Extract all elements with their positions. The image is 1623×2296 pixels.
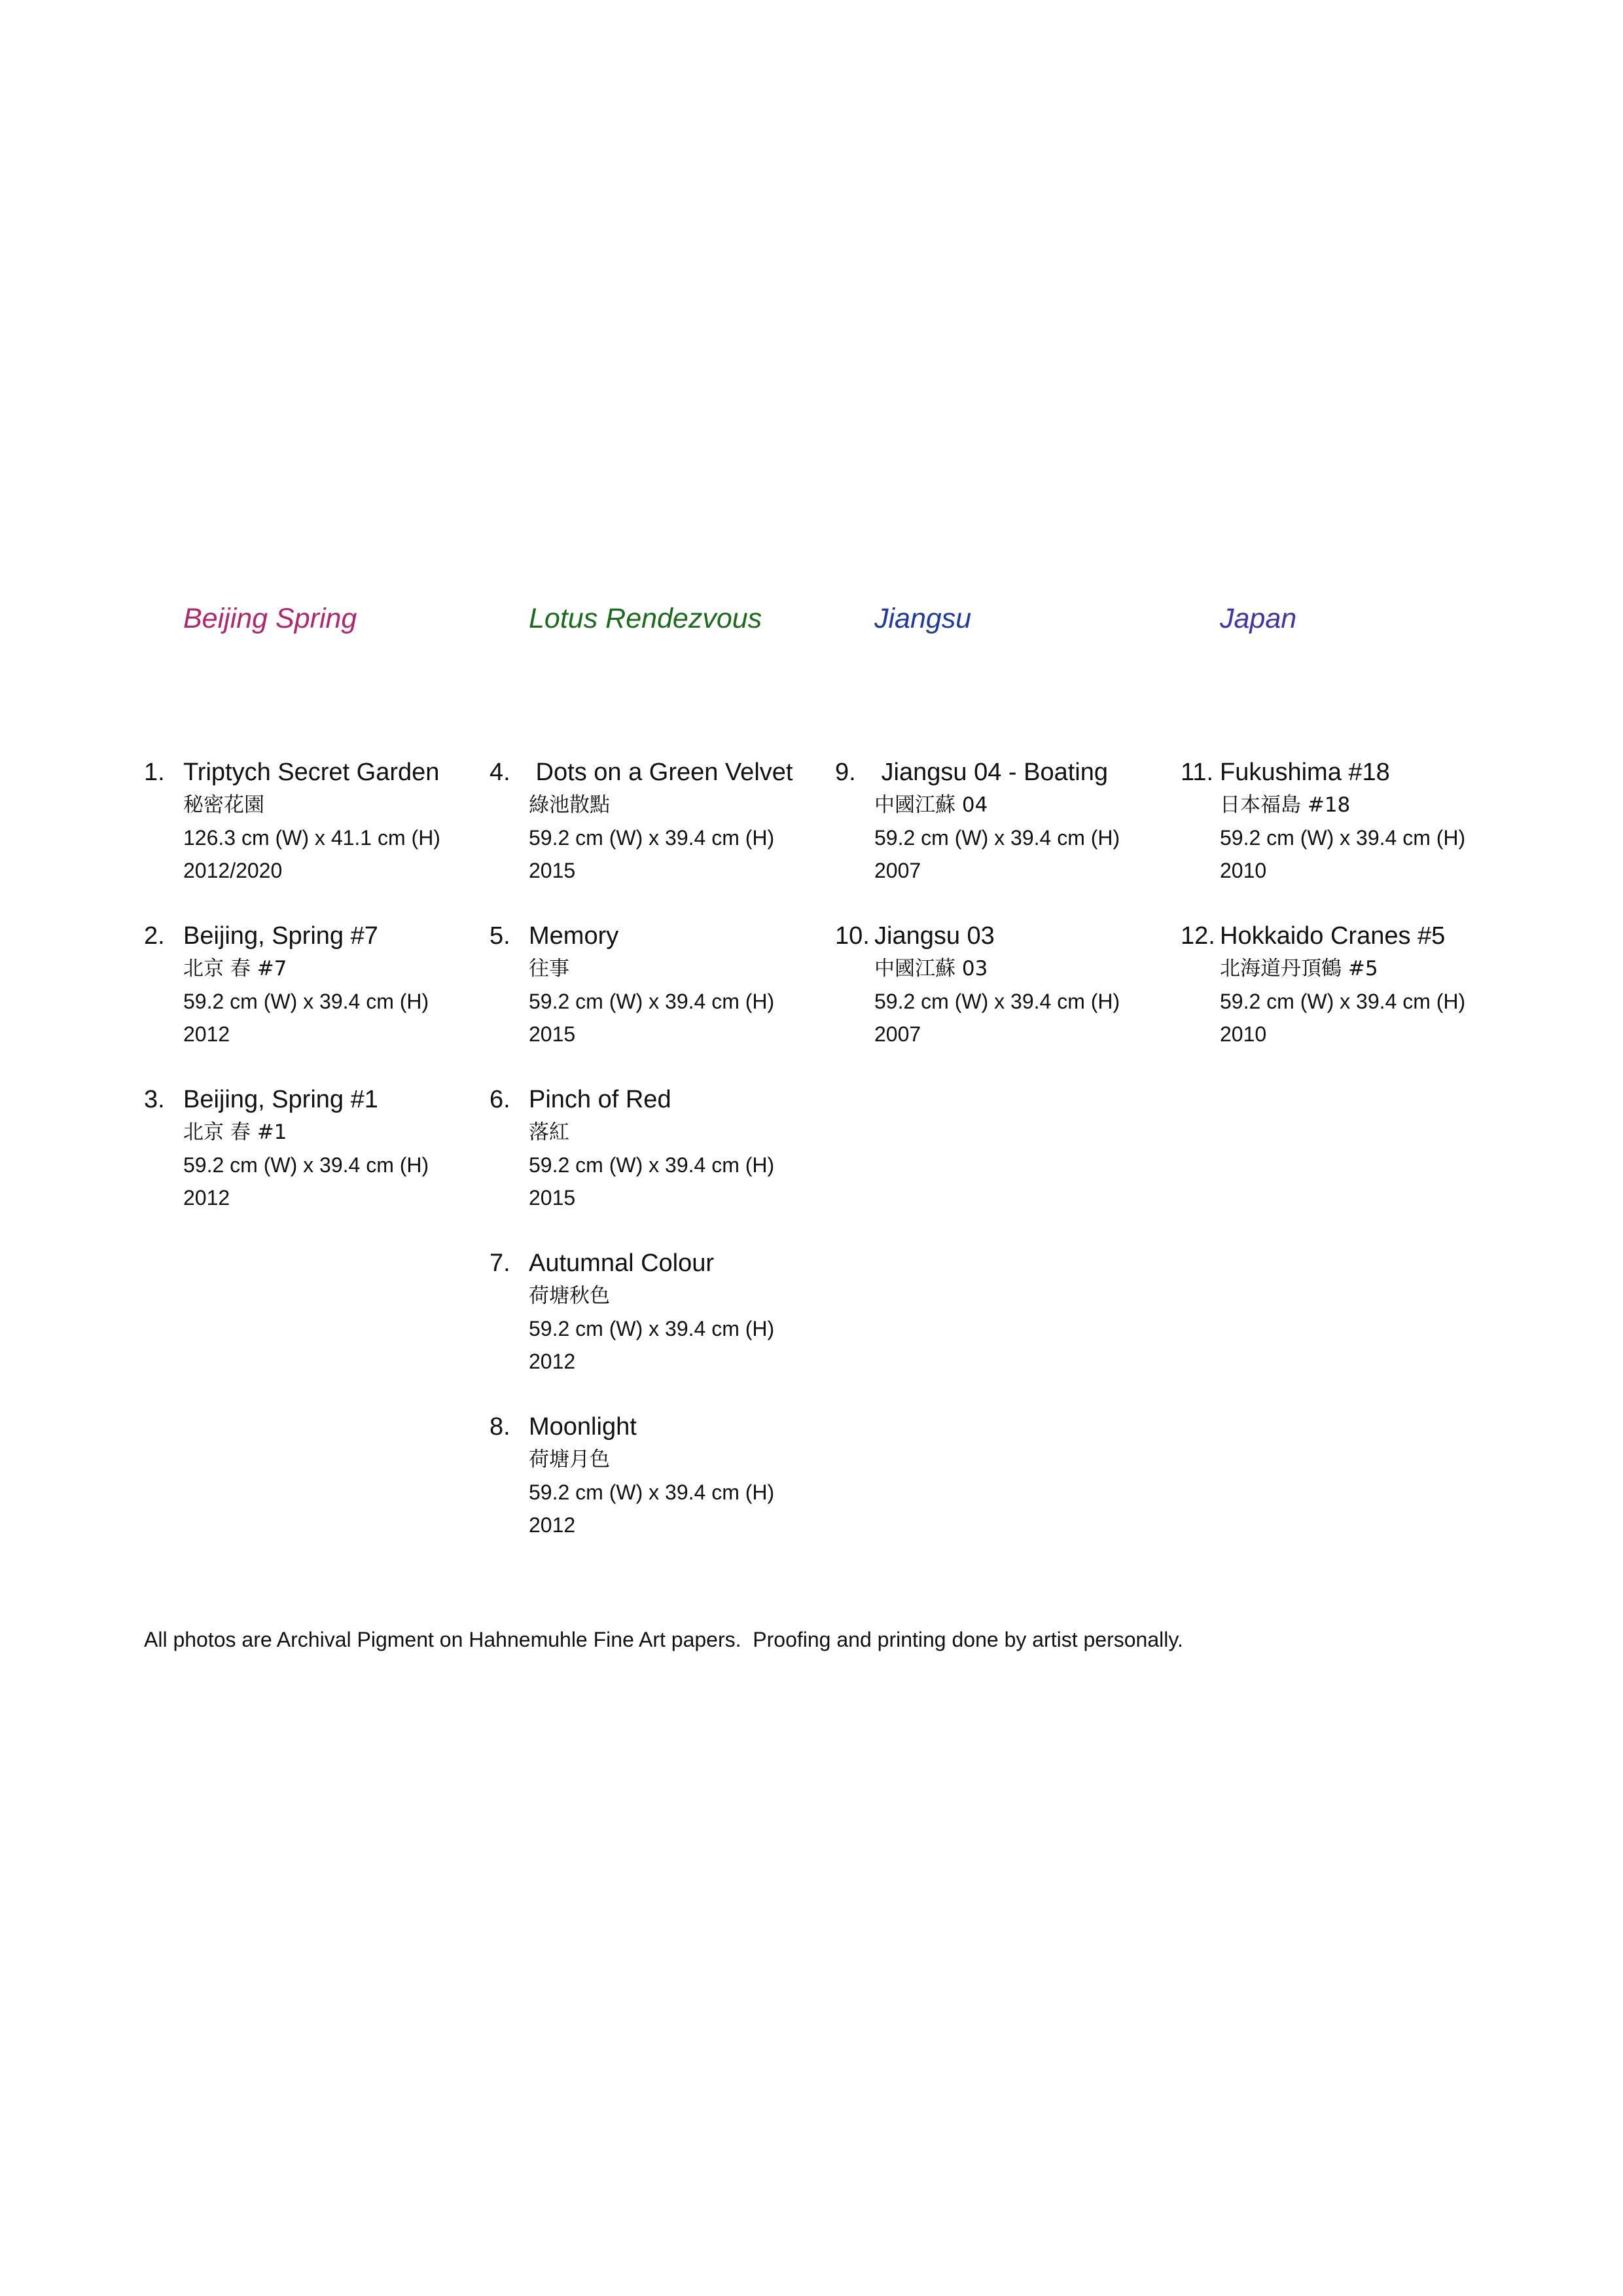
work-year: 2012 — [529, 1513, 576, 1537]
work-number: 2. — [144, 922, 165, 950]
work-title: Memory — [529, 922, 619, 950]
work-title-chinese: 綠池散點 — [529, 793, 610, 817]
work-title-chinese: 荷塘秋色 — [529, 1284, 610, 1308]
work-dimensions: 126.3 cm (W) x 41.1 cm (H) — [183, 826, 440, 850]
work-dimensions: 59.2 cm (W) x 39.4 cm (H) — [1220, 990, 1466, 1013]
work-item — [1181, 756, 1521, 920]
work-details — [529, 1247, 830, 1378]
work-dimensions: 59.2 cm (W) x 39.4 cm (H) — [529, 1480, 775, 1504]
work-year: 2015 — [529, 1186, 576, 1210]
work-details — [874, 920, 1175, 1050]
work-number: 12. — [1181, 922, 1215, 950]
work-number: 6. — [490, 1086, 510, 1113]
works-list — [1181, 756, 1521, 1083]
series-title: Lotus Rendezvous — [529, 603, 762, 634]
work-year: 2012 — [529, 1350, 576, 1373]
work-dimensions: 59.2 cm (W) x 39.4 cm (H) — [874, 826, 1120, 850]
work-details — [1220, 920, 1521, 1050]
work-details — [529, 1410, 830, 1541]
work-item — [144, 920, 484, 1083]
work-dimensions: 59.2 cm (W) x 39.4 cm (H) — [1220, 826, 1466, 850]
work-year: 2012/2020 — [183, 859, 283, 882]
work-title-chinese: 秘密花園 — [183, 793, 264, 817]
work-title: Beijing, Spring #1 — [183, 1086, 378, 1113]
work-number: 3. — [144, 1086, 165, 1113]
work-title-chinese: 中國江蘇 04 — [874, 793, 988, 817]
work-title: Beijing, Spring #7 — [183, 922, 378, 950]
work-details — [183, 756, 484, 887]
works-list — [490, 756, 830, 1574]
work-title-chinese: 往事 — [529, 957, 569, 980]
work-dimensions: 59.2 cm (W) x 39.4 cm (H) — [874, 990, 1120, 1013]
work-details — [529, 756, 830, 887]
work-number: 4. — [490, 759, 510, 786]
work-number: 7. — [490, 1249, 510, 1277]
series-title: Japan — [1220, 603, 1297, 634]
work-year: 2007 — [874, 859, 921, 882]
work-item — [144, 756, 484, 920]
work-number: 9. — [835, 759, 856, 786]
work-item — [490, 756, 830, 920]
work-item — [490, 1410, 830, 1574]
series-title: Jiangsu — [874, 603, 972, 634]
work-title-chinese: 中國江蘇 03 — [874, 957, 988, 980]
work-title: Dots on a Green Velvet — [529, 759, 793, 786]
work-number: 10. — [835, 922, 870, 950]
work-details — [529, 1083, 830, 1214]
work-item — [1181, 920, 1521, 1083]
work-year: 2015 — [529, 859, 576, 882]
work-title-chinese: 北京 春 #7 — [183, 957, 287, 980]
work-title: Jiangsu 04 - Boating — [874, 759, 1109, 786]
work-item — [835, 920, 1175, 1083]
work-dimensions: 59.2 cm (W) x 39.4 cm (H) — [529, 1153, 775, 1177]
work-item — [490, 1247, 830, 1410]
work-dimensions: 59.2 cm (W) x 39.4 cm (H) — [529, 826, 775, 850]
work-title-chinese: 荷塘月色 — [529, 1448, 610, 1471]
footnote: All photos are Archival Pigment on Hahnemuhle Fine Art papers. Proofing and printing done by artist personally. — [144, 1628, 1183, 1651]
work-item — [835, 756, 1175, 920]
works-list — [144, 756, 484, 1247]
work-item — [144, 1083, 484, 1247]
work-item — [490, 1083, 830, 1247]
work-number: 5. — [490, 922, 510, 950]
work-details — [1220, 756, 1521, 887]
work-year: 2015 — [529, 1022, 576, 1046]
work-title: Autumnal Colour — [529, 1249, 715, 1277]
work-dimensions: 59.2 cm (W) x 39.4 cm (H) — [529, 1317, 775, 1340]
work-number: 11. — [1181, 759, 1214, 786]
work-title: Jiangsu 03 — [874, 922, 995, 950]
work-details — [874, 756, 1175, 887]
work-details — [183, 920, 484, 1050]
work-dimensions: 59.2 cm (W) x 39.4 cm (H) — [529, 990, 775, 1013]
work-title: Pinch of Red — [529, 1086, 671, 1113]
work-title-chinese: 北京 春 #1 — [183, 1121, 287, 1144]
work-details — [529, 920, 830, 1050]
work-title: Triptych Secret Garden — [183, 759, 440, 786]
work-title-chinese: 落紅 — [529, 1121, 569, 1144]
work-dimensions: 59.2 cm (W) x 39.4 cm (H) — [183, 1153, 429, 1177]
work-year: 2010 — [1220, 1022, 1267, 1046]
work-year: 2012 — [183, 1022, 230, 1046]
series-title: Beijing Spring — [183, 603, 357, 634]
work-details — [183, 1083, 484, 1214]
work-title: Moonlight — [529, 1413, 637, 1441]
work-year: 2012 — [183, 1186, 230, 1210]
work-title-chinese: 北海道丹頂鶴 #5 — [1220, 957, 1378, 980]
work-year: 2010 — [1220, 859, 1267, 882]
work-year: 2007 — [874, 1022, 921, 1046]
work-dimensions: 59.2 cm (W) x 39.4 cm (H) — [183, 990, 429, 1013]
work-number: 8. — [490, 1413, 510, 1441]
work-title-chinese: 日本福島 #18 — [1220, 793, 1351, 817]
work-title: Hokkaido Cranes #5 — [1220, 922, 1446, 950]
work-title: Fukushima #18 — [1220, 759, 1390, 786]
works-list — [835, 756, 1175, 1083]
work-item — [490, 920, 830, 1083]
work-number: 1. — [144, 759, 165, 786]
